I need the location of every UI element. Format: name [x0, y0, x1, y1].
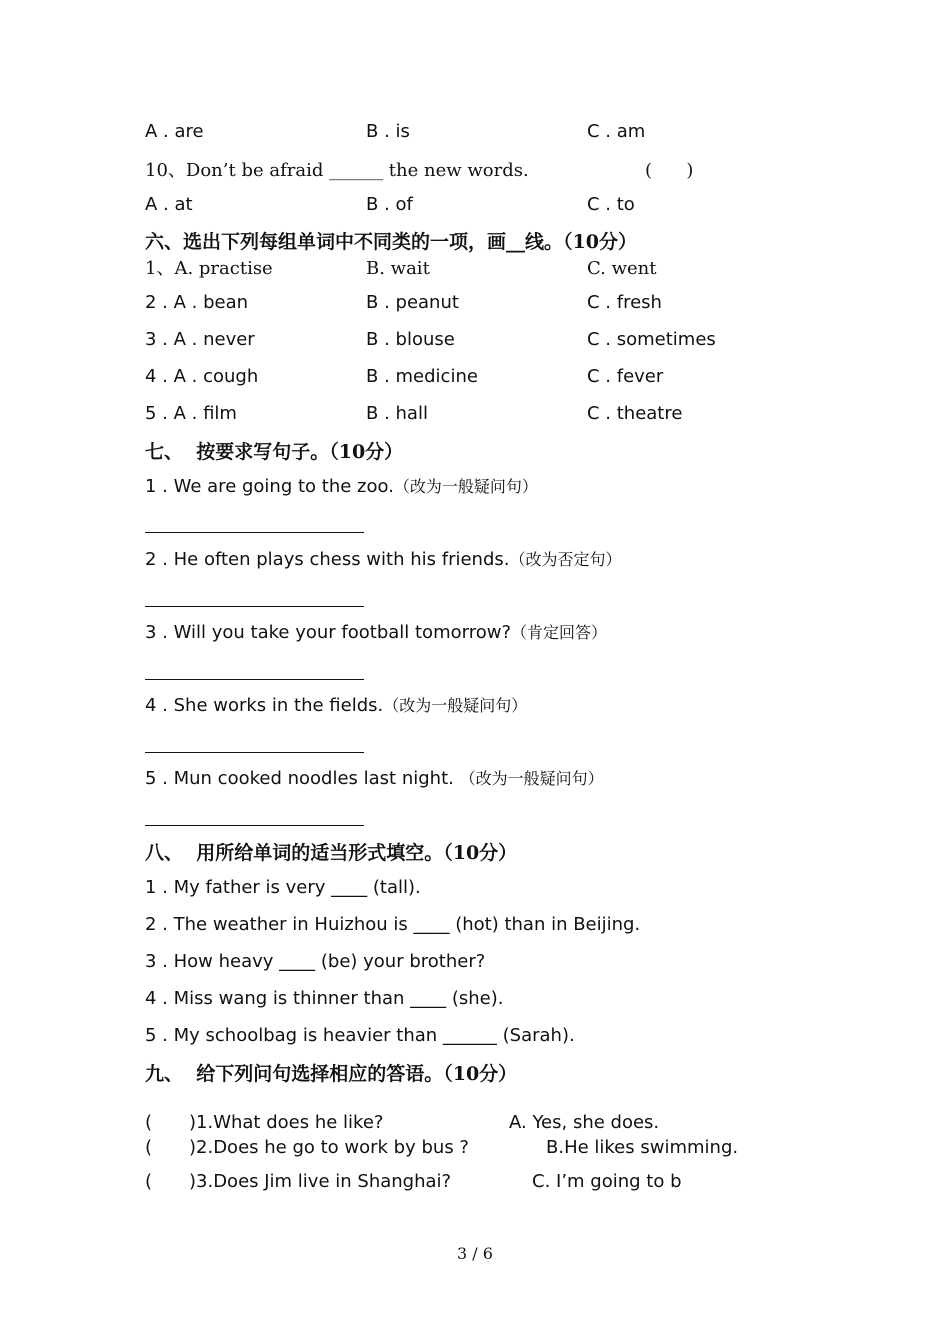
- sec7-item-1: [145, 476, 538, 498]
- sec7-item-2: [145, 549, 622, 571]
- sec7-item-2-note: （改为否定句）: [509, 550, 622, 569]
- sec7-item-3-note: （肯定回答）: [511, 623, 608, 642]
- sec6-row1-c: C. went: [587, 258, 657, 279]
- sec7-answer-line-2[interactable]: [145, 606, 364, 607]
- q9-option-b: B . is: [366, 121, 410, 142]
- sec7-item-5: [145, 768, 604, 790]
- sec6-row3-b: B . blouse: [366, 329, 455, 350]
- q10-option-c: C . to: [587, 194, 635, 215]
- q10-option-a: A . at: [145, 194, 193, 215]
- section-7-title: 七、 按要求写句子。（10分）: [145, 441, 404, 463]
- sec7-answer-line-4[interactable]: [145, 752, 364, 753]
- sec6-row1-b: B. wait: [366, 258, 430, 279]
- sec8-item-1: 1 . My father is very ____ (tall).: [145, 877, 421, 898]
- sec9-answer-a: A. Yes, she does.: [509, 1112, 660, 1133]
- sec7-item-3-text: 3 . Will you take your football tomorrow?: [145, 622, 511, 643]
- sec7-item-1-text: 1 . We are going to the zoo.: [145, 476, 394, 497]
- sec6-row5-b: B . hall: [366, 403, 428, 424]
- sec8-item-4: 4 . Miss wang is thinner than ____ (she).: [145, 988, 504, 1009]
- page-number: 3 / 6: [457, 1244, 493, 1263]
- sec9-paren-2: (: [145, 1137, 153, 1158]
- q9-option-c: C . am: [587, 121, 646, 142]
- q10-option-b: B . of: [366, 194, 413, 215]
- sec6-row4-a: 4 . A . cough: [145, 366, 259, 387]
- sec7-answer-line-3[interactable]: [145, 679, 364, 680]
- section-6-title: 六、选出下列每组单词中不同类的一项，画__线。（10分）: [145, 231, 637, 253]
- sec9-question-1: )1.What does he like?: [189, 1112, 384, 1133]
- sec7-item-1-note: （改为一般疑问句）: [393, 477, 538, 496]
- sec9-paren-3: (: [145, 1171, 153, 1192]
- sec7-item-4-text: 4 . She works in the fields.: [145, 695, 384, 716]
- sec7-item-4-note: （改为一般疑问句）: [383, 696, 528, 715]
- sec7-item-2-text: 2 . He often plays chess with his friends.: [145, 549, 510, 570]
- sec6-row2-c: C . fresh: [587, 292, 662, 313]
- sec7-item-4: [145, 695, 527, 717]
- q10-stem: 10、Don’t be afraid ______ the new words.: [145, 160, 529, 181]
- q9-option-a: A . are: [145, 121, 204, 142]
- section-8-title: 八、 用所给单词的适当形式填空。（10分）: [145, 842, 518, 864]
- sec6-row4-b: B . medicine: [366, 366, 478, 387]
- sec7-item-5-text: 5 . Mun cooked noodles last night.: [145, 768, 460, 789]
- sec6-row1-a: 1、A. practise: [145, 258, 273, 279]
- sec9-answer-c: C. I’m going to b: [532, 1171, 682, 1192]
- sec8-item-5: 5 . My schoolbag is heavier than ______ (Sarah).: [145, 1025, 575, 1046]
- section-9-title: 九、 给下列问句选择相应的答语。（10分）: [145, 1063, 518, 1085]
- sec7-answer-line-5[interactable]: [145, 825, 364, 826]
- sec6-row3-a: 3 . A . never: [145, 329, 255, 350]
- sec6-row4-c: C . fever: [587, 366, 664, 387]
- sec6-row3-c: C . sometimes: [587, 329, 716, 350]
- q10-answer-paren: ( ): [645, 160, 694, 181]
- sec9-paren-1: (: [145, 1112, 153, 1133]
- sec6-row2-a: 2 . A . bean: [145, 292, 249, 313]
- sec9-question-2: )2.Does he go to work by bus ?: [189, 1137, 469, 1158]
- sec9-answer-b: B.He likes swimming.: [546, 1137, 739, 1158]
- sec8-item-2: 2 . The weather in Huizhou is ____ (hot) than in Beijing.: [145, 914, 641, 935]
- sec9-question-3: )3.Does Jim live in Shanghai?: [189, 1171, 452, 1192]
- sec6-row5-c: C . theatre: [587, 403, 683, 424]
- sec6-row5-a: 5 . A . film: [145, 403, 237, 424]
- sec7-item-3: [145, 622, 607, 644]
- sec6-row2-b: B . peanut: [366, 292, 459, 313]
- sec7-item-5-note: （改为一般疑问句）: [459, 769, 604, 788]
- sec7-answer-line-1[interactable]: [145, 532, 364, 533]
- sec8-item-3: 3 . How heavy ____ (be) your brother?: [145, 951, 486, 972]
